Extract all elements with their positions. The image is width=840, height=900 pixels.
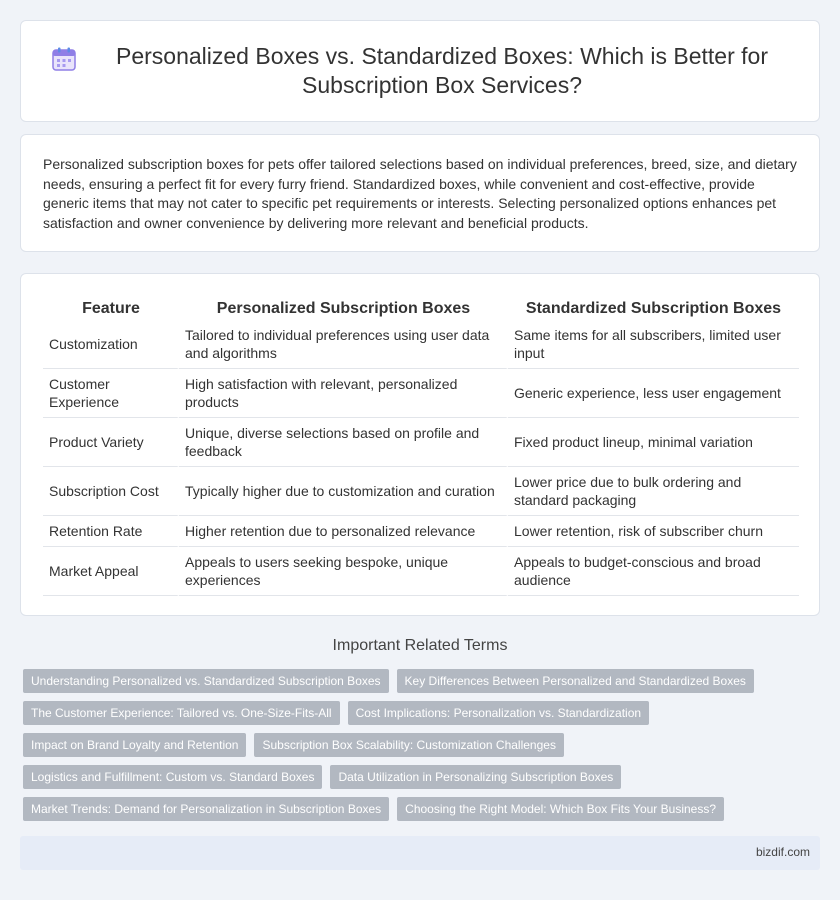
personalized-cell: Appeals to users seeking bespoke, unique experiences — [179, 547, 508, 596]
related-term-tag[interactable]: Choosing the Right Model: Which Box Fits Your Business? — [397, 797, 724, 821]
header-personalized: Personalized Subscription Boxes — [216, 300, 471, 317]
tag-row — [23, 701, 817, 725]
tag-row — [23, 797, 817, 821]
tag-row — [23, 765, 817, 789]
page-title: Personalized Boxes vs. Standardized Boxes: Which is Better for Subscription Box Services? — [116, 43, 768, 98]
personalized-cell: Higher retention due to personalized relevance — [179, 516, 508, 547]
table-header-row — [43, 296, 799, 320]
standardized-cell: Same items for all subscribers, limited user input — [508, 320, 799, 369]
header-feature: Feature — [82, 300, 140, 317]
intro-paragraph: Personalized subscription boxes for pets offer tailored selections based on individual preferences, breed, size, and dietary needs, ensuring a perfect fit for every furry friend. Standardized boxes, while convenient and cost-effective, provide generic items that may not cater to specific pet requirements or interests. Selecting personalized options enhances pet satisfaction and owner convenience by delivering more relevant and beneficial products. — [43, 156, 797, 231]
related-term-tag[interactable]: Logistics and Fulfillment: Custom vs. Standard Boxes — [23, 765, 322, 789]
related-terms-heading: Important Related Terms — [332, 637, 508, 654]
tag-row — [23, 669, 817, 693]
feature-cell: Subscription Cost — [43, 467, 179, 516]
table-row — [43, 369, 799, 418]
feature-cell: Market Appeal — [43, 547, 179, 596]
related-term-tag[interactable]: Understanding Personalized vs. Standardized Subscription Boxes — [23, 669, 389, 693]
related-term-tag[interactable]: The Customer Experience: Tailored vs. One-Size-Fits-All — [23, 701, 340, 725]
tag-row — [23, 733, 817, 757]
comparison-table — [43, 296, 799, 596]
personalized-cell: High satisfaction with relevant, personalized products — [179, 369, 508, 418]
related-term-tag[interactable]: Data Utilization in Personalizing Subscription Boxes — [330, 765, 621, 789]
standardized-cell: Lower price due to bulk ordering and standard packaging — [508, 467, 799, 516]
related-term-tag[interactable]: Key Differences Between Personalized and Standardized Boxes — [397, 669, 754, 693]
table-row — [43, 547, 799, 596]
table-row — [43, 418, 799, 467]
table-row — [43, 320, 799, 369]
related-terms-tags — [23, 669, 817, 829]
feature-cell: Customer Experience — [43, 369, 179, 418]
footer-bar — [20, 836, 820, 870]
header-standardized: Standardized Subscription Boxes — [525, 300, 782, 317]
calendar-icon — [51, 46, 77, 72]
related-term-tag[interactable]: Impact on Brand Loyalty and Retention — [23, 733, 246, 757]
standardized-cell: Generic experience, less user engagement — [508, 369, 799, 418]
table-row — [43, 516, 799, 547]
standardized-cell: Appeals to budget-conscious and broad audience — [508, 547, 799, 596]
related-term-tag[interactable]: Cost Implications: Personalization vs. Standardization — [348, 701, 649, 725]
standardized-cell: Lower retention, risk of subscriber churn — [508, 516, 799, 547]
feature-cell: Product Variety — [43, 418, 179, 467]
personalized-cell: Tailored to individual preferences using user data and algorithms — [179, 320, 508, 369]
personalized-cell: Typically higher due to customization and curation — [179, 467, 508, 516]
comparison-card — [20, 273, 820, 616]
table-row — [43, 467, 799, 516]
personalized-cell: Unique, diverse selections based on profile and feedback — [179, 418, 508, 467]
standardized-cell: Fixed product lineup, minimal variation — [508, 418, 799, 467]
feature-cell: Retention Rate — [43, 516, 179, 547]
related-term-tag[interactable]: Subscription Box Scalability: Customization Challenges — [254, 733, 563, 757]
intro-card — [20, 134, 820, 252]
footer-site-link[interactable]: bizdif.com — [755, 845, 810, 859]
feature-cell: Customization — [43, 320, 179, 369]
related-term-tag[interactable]: Market Trends: Demand for Personalization in Subscription Boxes — [23, 797, 389, 821]
title-card — [20, 20, 820, 122]
